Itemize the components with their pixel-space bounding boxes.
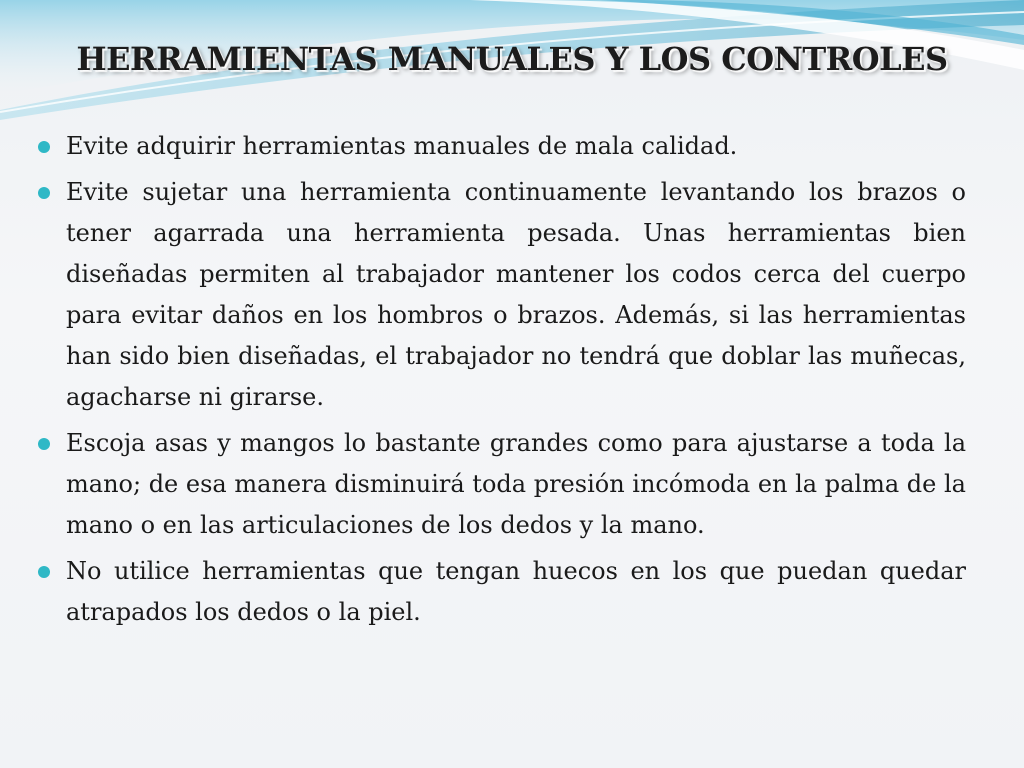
bullet-list xyxy=(36,126,966,638)
bullet-text: No utilice herramientas que tengan huecos en los que puedan quedar atrapados los dedos o la piel. xyxy=(66,557,966,626)
bullet-icon xyxy=(38,187,50,199)
bullet-text: Escoja asas y mangos lo bastante grandes como para ajustarse a toda la mano; de esa manera disminuirá toda presión incómoda en la palma de la mano o en las articulaciones de los dedos y la mano. xyxy=(66,429,966,539)
list-item xyxy=(36,423,966,546)
bullet-icon xyxy=(38,566,50,578)
list-item xyxy=(36,126,966,167)
bullet-text: Evite sujetar una herramienta continuamente levantando los brazos o tener agarrada una herramienta pesada. Unas herramientas bien diseñadas permiten al trabajador mantener los codos cerca del cuerpo para evitar daños en los hombros o brazos. Además, si las herramientas han sido bien diseñadas, el trabajador no tendrá que doblar las muñecas, agacharse ni girarse. xyxy=(66,178,966,411)
list-item xyxy=(36,551,966,633)
list-item xyxy=(36,172,966,418)
bullet-icon xyxy=(38,141,50,153)
bullet-text: Evite adquirir herramientas manuales de mala calidad. xyxy=(66,132,738,160)
bullet-icon xyxy=(38,438,50,450)
slide-title: HERRAMIENTAS MANUALES Y LOS CONTROLES xyxy=(76,40,948,78)
